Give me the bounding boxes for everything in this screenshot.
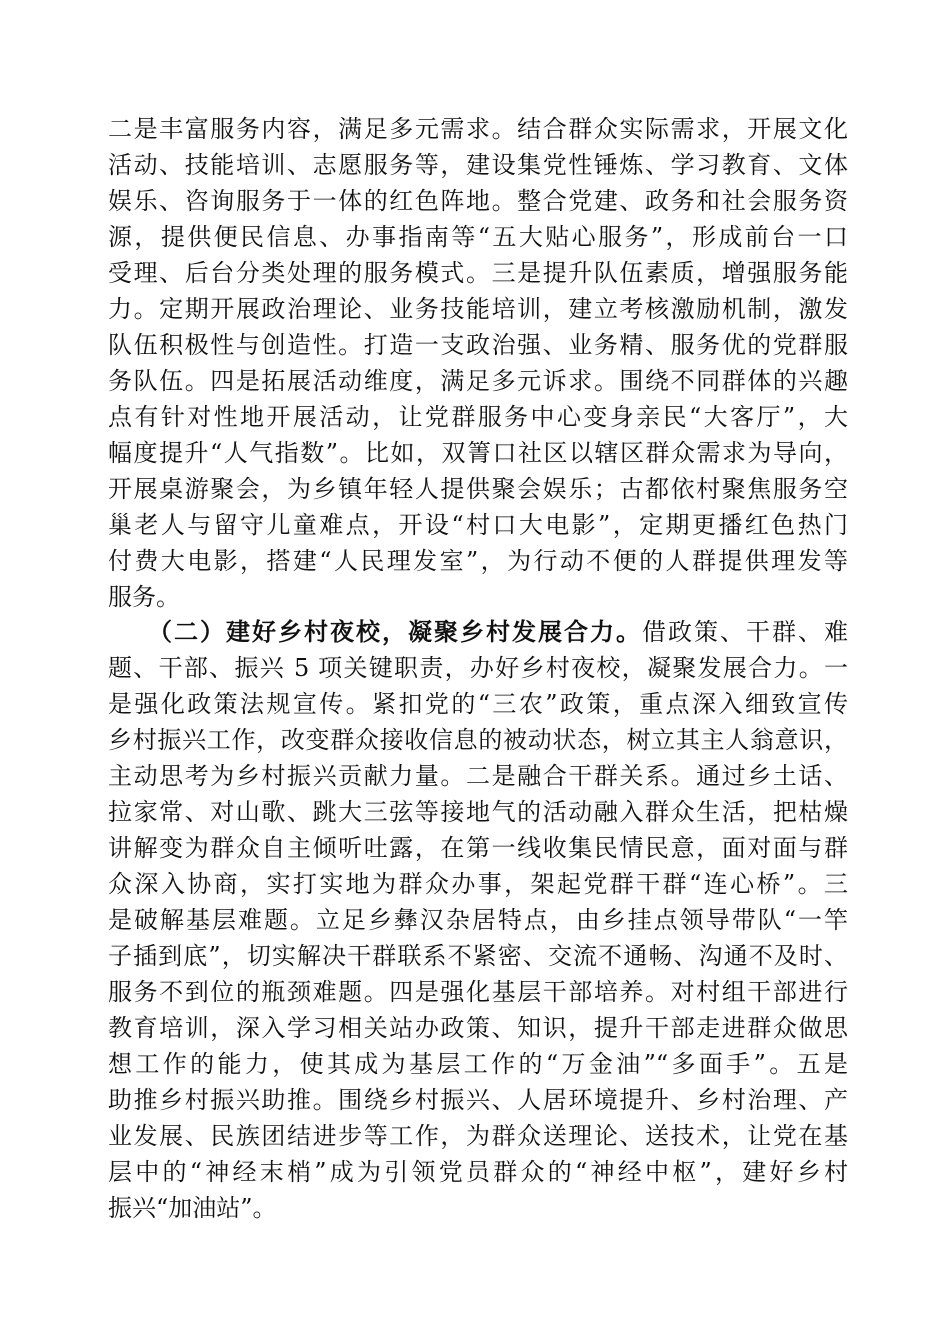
heading-continuation: 借政策、干群、难 [642,618,848,646]
paragraph-line: 助推乡村振兴助推。围绕乡村振兴、人居环境提升、乡村治理、产 [108,1086,848,1114]
section-heading: （二）建好乡村夜校，凝聚乡村发展合力。 [148,617,642,646]
paragraph-line: 巢老人与留守儿童难点，开设“村口大电影”，定期更播红色热门 [108,511,848,539]
paragraph-1 [108,111,848,615]
paragraph-line: 服务。 [108,583,180,611]
paragraph-line: 付费大电影，搭建“人民理发室”，为行动不便的人群提供理发等 [108,547,848,575]
paragraph-line: 题、干部、振兴 5 项关键职责，办好乡村夜校，凝聚发展合力。一 [108,654,848,682]
paragraph-line: 受理、后台分类处理的服务模式。三是提升队伍素质，增强服务能 [108,259,848,287]
paragraph-line: 源，提供便民信息、办事指南等“五大贴心服务”，形成前台一口 [108,223,848,251]
paragraph-line: 业发展、民族团结进步等工作，为群众送理论、送技术，让党在基 [108,1122,848,1150]
paragraph-line: 振兴“加油站”。 [108,1194,277,1222]
paragraph-line: 二是丰富服务内容，满足多元需求。结合群众实际需求，开展文化 [108,115,848,143]
paragraph-line: 乡村振兴工作，改变群众接收信息的被动状态，树立其主人翁意识， [108,726,848,754]
paragraph-line: 主动思考为乡村振兴贡献力量。二是融合干群关系。通过乡土话、 [108,762,848,790]
paragraph-line: 层中的“神经末梢”成为引领党员群众的“神经中枢”，建好乡村 [108,1158,848,1186]
paragraph-line: 点有针对性地开展活动，让党群服务中心变身亲民“大客厅”，大 [108,403,848,431]
paragraph-line: 队伍积极性与创造性。打造一支政治强、业务精、服务优的党群服 [108,331,848,359]
paragraph-line: 娱乐、咨询服务于一体的红色阵地。整合党建、政务和社会服务资 [108,187,848,215]
paragraph-line: 活动、技能培训、志愿服务等，建设集党性锤炼、学习教育、文体 [108,151,848,179]
paragraph-line: 服务不到位的瓶颈难题。四是强化基层干部培养。对村组干部进行 [108,978,848,1006]
paragraph-first-line [108,614,848,650]
paragraph-line: 拉家常、对山歌、跳大三弦等接地气的活动融入群众生活，把枯燥 [108,798,848,826]
paragraph-line: 讲解变为群众自主倾听吐露，在第一线收集民情民意，面对面与群 [108,834,848,862]
paragraph-line: 力。定期开展政治理论、业务技能培训，建立考核激励机制，激发 [108,295,848,323]
paragraph-line: 教育培训，深入学习相关站办政策、知识，提升干部走进群众做思 [108,1014,848,1042]
paragraph-line: 众深入协商，实打实地为群众办事，架起党群干群“连心桥”。三 [108,870,848,898]
paragraph-line: 想工作的能力，使其成为基层工作的“万金油”“多面手”。五是 [108,1050,848,1078]
paragraph-line: 幅度提升“人气指数”。比如，双箐口社区以辖区群众需求为导向， [108,439,848,467]
paragraph-line: 是破解基层难题。立足乡彝汉杂居特点，由乡挂点领导带队“一竿 [108,906,848,934]
paragraph-2 [108,614,848,1226]
paragraph-line: 务队伍。四是拓展活动维度，满足多元诉求。围绕不同群体的兴趣 [108,367,848,395]
paragraph-line: 开展桌游聚会，为乡镇年轻人提供聚会娱乐；古都依村聚焦服务空 [108,475,848,503]
paragraph-line: 子插到底”，切实解决干群联系不紧密、交流不通畅、沟通不及时、 [108,942,848,970]
paragraph-line: 是强化政策法规宣传。紧扣党的“三农”政策，重点深入细致宣传 [108,690,848,718]
